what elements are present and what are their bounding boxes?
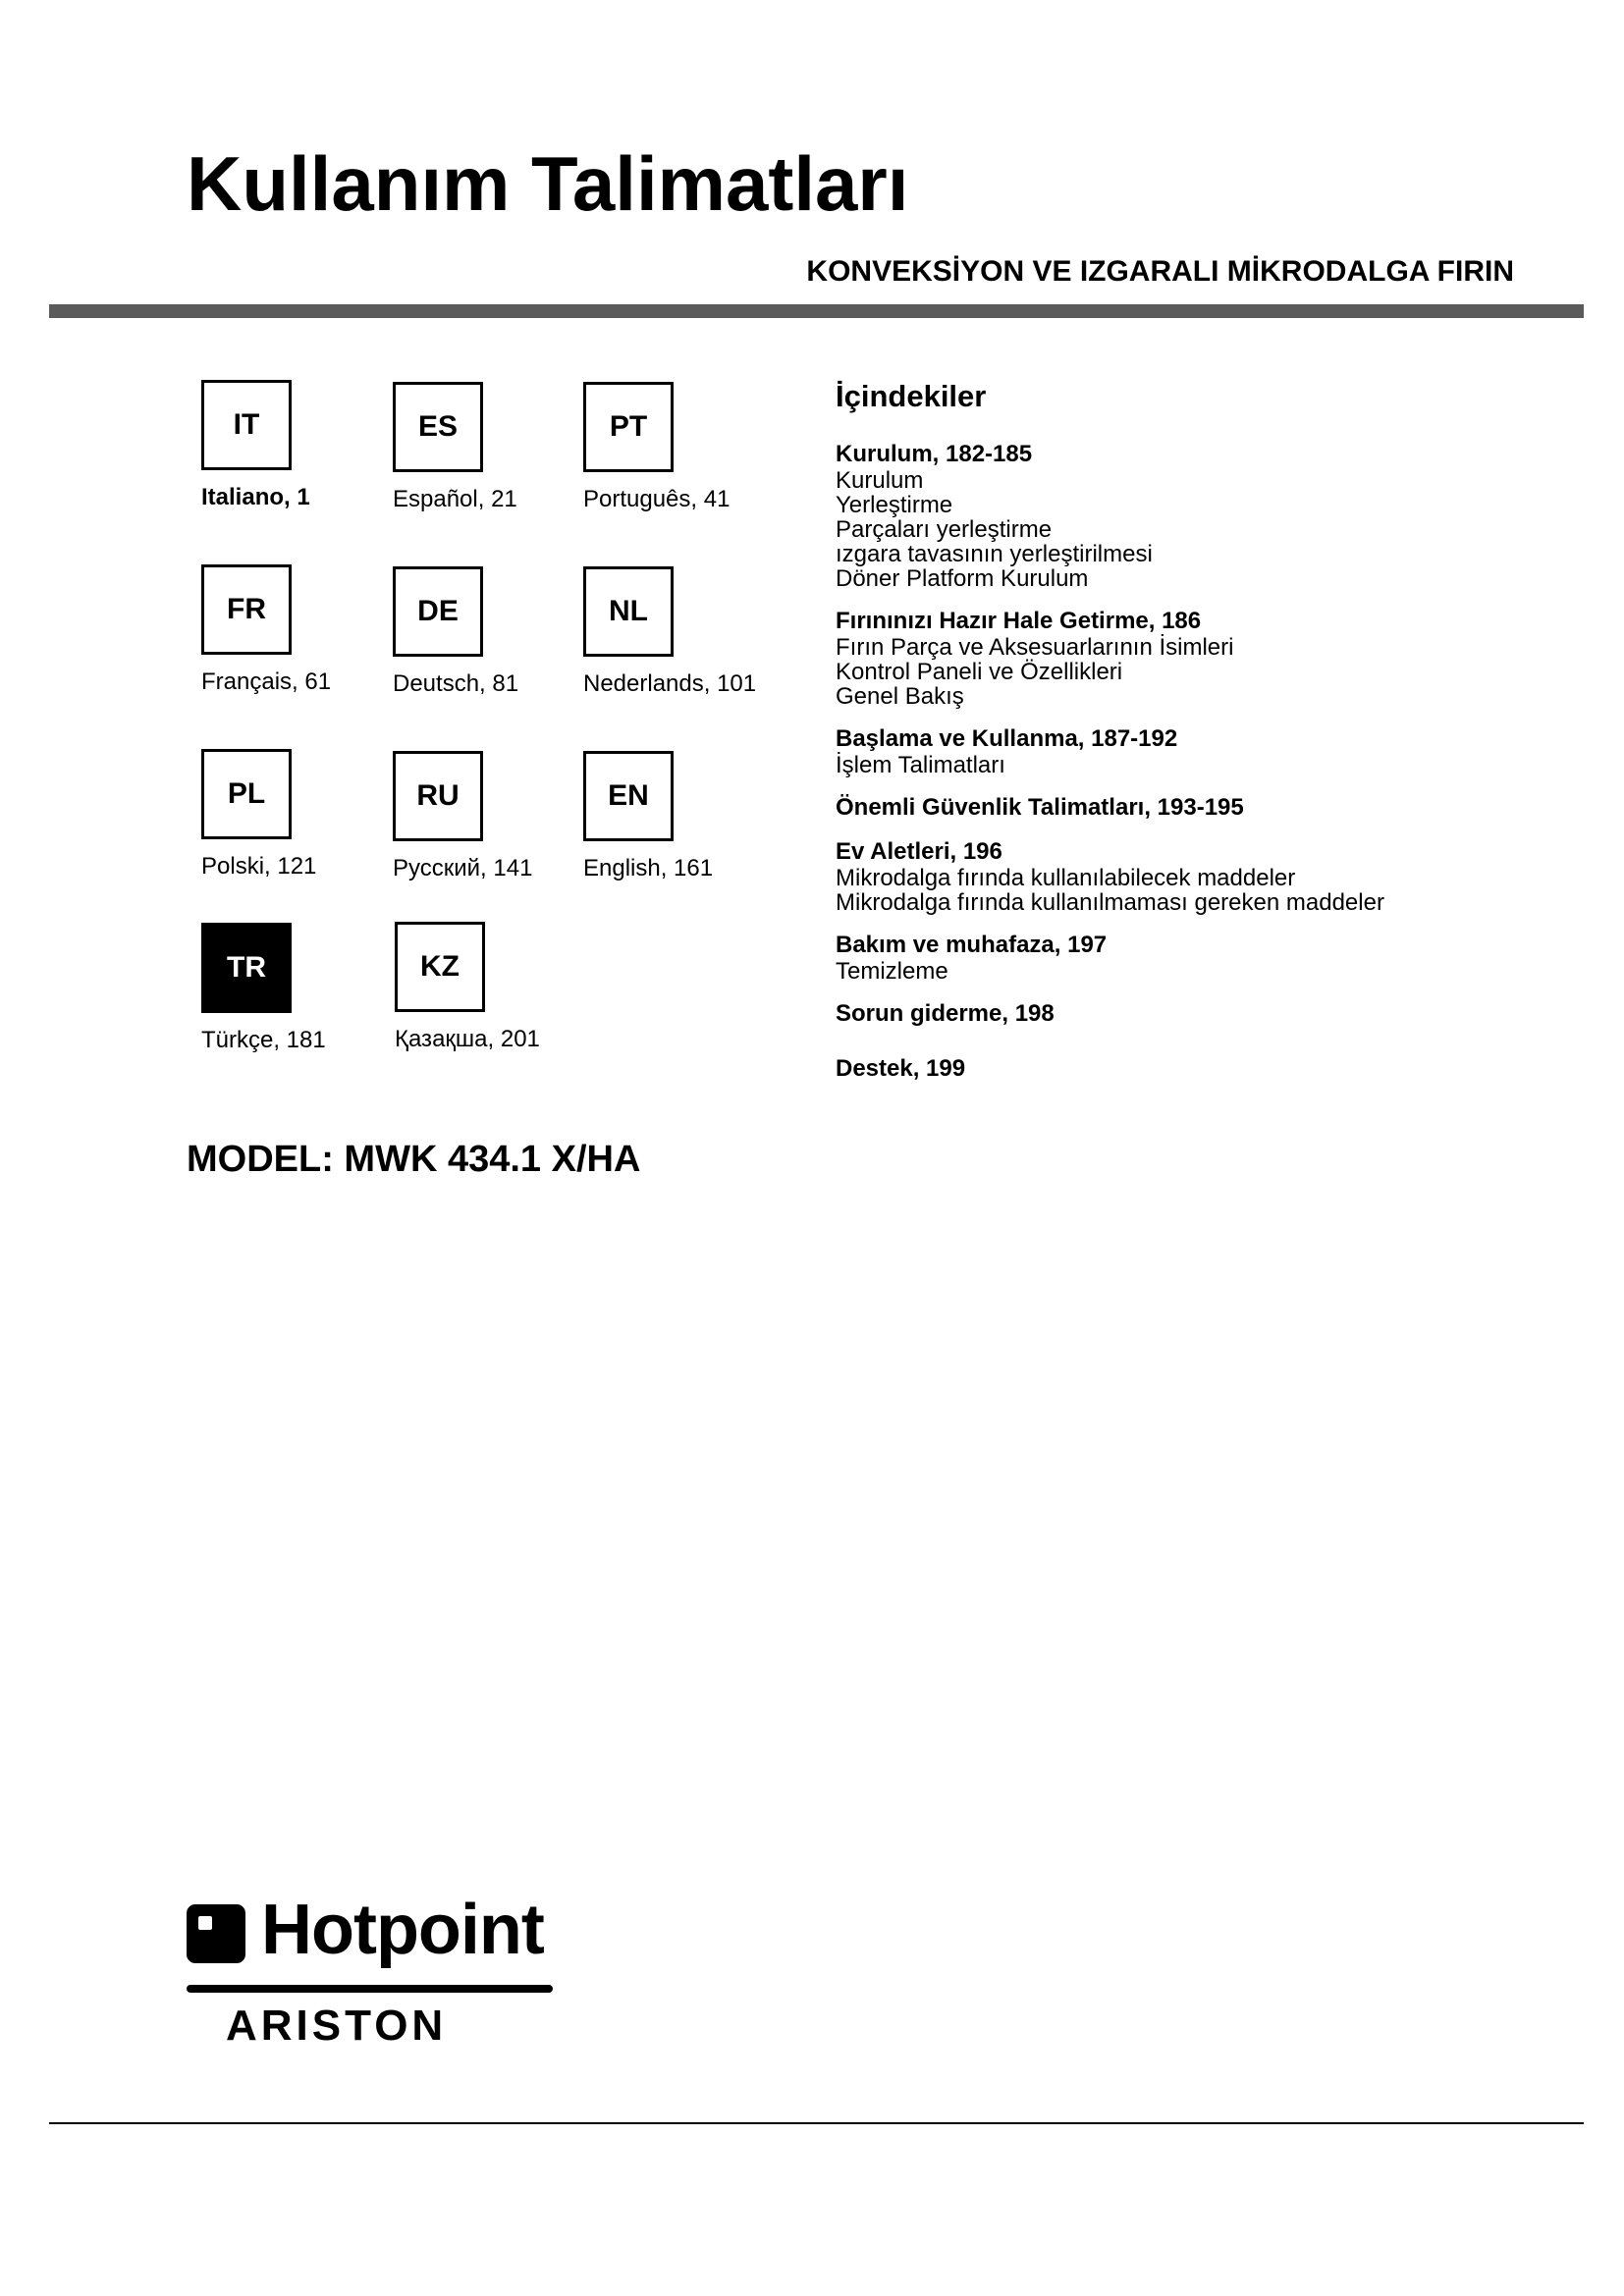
toc-item[interactable]: Yerleştirme xyxy=(836,492,953,518)
language-label: Türkçe, 181 xyxy=(201,1027,326,1053)
language-es[interactable] xyxy=(393,382,579,513)
language-label: Italiano, 1 xyxy=(201,484,310,510)
toc-section xyxy=(836,725,1562,777)
toc-item[interactable]: İşlem Talimatları xyxy=(836,752,1005,778)
logo-divider xyxy=(187,1985,553,1993)
logo-sub-brand: ARISTON xyxy=(226,2002,448,2050)
document-title: Kullanım Talimatları xyxy=(187,140,909,227)
toc-item[interactable]: Temizleme xyxy=(836,958,948,985)
language-code-box: KZ xyxy=(395,922,485,1012)
language-label: Português, 41 xyxy=(583,486,731,512)
toc-section xyxy=(836,608,1562,709)
toc-section-title[interactable]: Başlama ve Kullanma, 187-192 xyxy=(836,725,1178,752)
toc-section-title[interactable]: Bakım ve muhafaza, 197 xyxy=(836,932,1108,958)
language-label: Nederlands, 101 xyxy=(583,670,757,697)
toc-item[interactable]: Mikrodalga fırında kullanılabilecek maddeler xyxy=(836,865,1296,891)
language-label: English, 161 xyxy=(583,855,714,881)
logo-brand-name: Hotpoint xyxy=(261,1891,544,1969)
language-code-box: EN xyxy=(583,751,674,841)
language-code-box: NL xyxy=(583,566,674,657)
toc-section xyxy=(836,1055,1562,1083)
table-of-contents xyxy=(836,381,1562,1099)
toc-section-title[interactable]: Sorun giderme, 198 xyxy=(836,1000,1055,1027)
language-code-box: ES xyxy=(393,382,483,472)
toc-item[interactable]: Döner Platform Kurulum xyxy=(836,565,1089,592)
language-label: Русский, 141 xyxy=(393,855,533,881)
toc-item[interactable]: Mikrodalga fırında kullanılmaması gereken maddeler xyxy=(836,889,1384,916)
toc-section-title[interactable]: Ev Aletleri, 196 xyxy=(836,838,1002,865)
language-label: Deutsch, 81 xyxy=(393,670,519,697)
language-it[interactable] xyxy=(201,380,388,511)
toc-section-title[interactable]: Önemli Güvenlik Talimatları, 193-195 xyxy=(836,794,1244,821)
toc-item[interactable]: ızgara tavasının yerleştirilmesi xyxy=(836,541,1153,567)
toc-section-title[interactable]: Fırınınızı Hazır Hale Getirme, 186 xyxy=(836,608,1202,634)
language-code-box-active: TR xyxy=(201,923,292,1013)
toc-section xyxy=(836,1000,1562,1028)
language-code-box: RU xyxy=(393,751,483,841)
toc-section-title[interactable]: Destek, 199 xyxy=(836,1055,966,1082)
language-label: Español, 21 xyxy=(393,486,517,512)
language-nl[interactable] xyxy=(583,566,770,698)
language-code-box: IT xyxy=(201,380,292,470)
toc-item[interactable]: Fırın Parça ve Aksesuarlarının İsimleri xyxy=(836,634,1234,661)
toc-section xyxy=(836,441,1562,591)
language-pl[interactable] xyxy=(201,749,388,881)
language-kz[interactable] xyxy=(395,922,581,1053)
hotpoint-logo-icon xyxy=(187,1904,245,1963)
toc-section xyxy=(836,838,1562,915)
document-subtitle: KONVEKSİYON VE IZGARALI MİKRODALGA FIRIN xyxy=(806,255,1514,288)
language-label: Polski, 121 xyxy=(201,853,317,880)
language-ru[interactable] xyxy=(393,751,579,882)
language-code-box: DE xyxy=(393,566,483,657)
model-number: MODEL: MWK 434.1 X/HA xyxy=(187,1139,641,1180)
toc-heading: İçindekiler xyxy=(836,379,987,413)
toc-item[interactable]: Genel Bakış xyxy=(836,683,964,710)
toc-item[interactable]: Kontrol Paneli ve Özellikleri xyxy=(836,659,1123,685)
language-fr[interactable] xyxy=(201,564,388,696)
language-code-box: PL xyxy=(201,749,292,839)
toc-item[interactable]: Kurulum xyxy=(836,467,924,494)
language-label: Қазақша, 201 xyxy=(395,1026,540,1052)
language-pt[interactable] xyxy=(583,382,770,513)
language-en[interactable] xyxy=(583,751,770,882)
language-code-box: PT xyxy=(583,382,674,472)
toc-section xyxy=(836,794,1562,822)
toc-section xyxy=(836,932,1562,984)
header-divider xyxy=(49,304,1584,318)
language-code-box: FR xyxy=(201,564,292,655)
brand-logo xyxy=(187,1891,560,2056)
language-de[interactable] xyxy=(393,566,579,698)
language-tr[interactable] xyxy=(201,923,388,1054)
toc-item[interactable]: Parçaları yerleştirme xyxy=(836,516,1053,543)
toc-section-title[interactable]: Kurulum, 182-185 xyxy=(836,441,1033,467)
footer-divider xyxy=(49,2122,1584,2124)
language-label: Français, 61 xyxy=(201,668,332,695)
